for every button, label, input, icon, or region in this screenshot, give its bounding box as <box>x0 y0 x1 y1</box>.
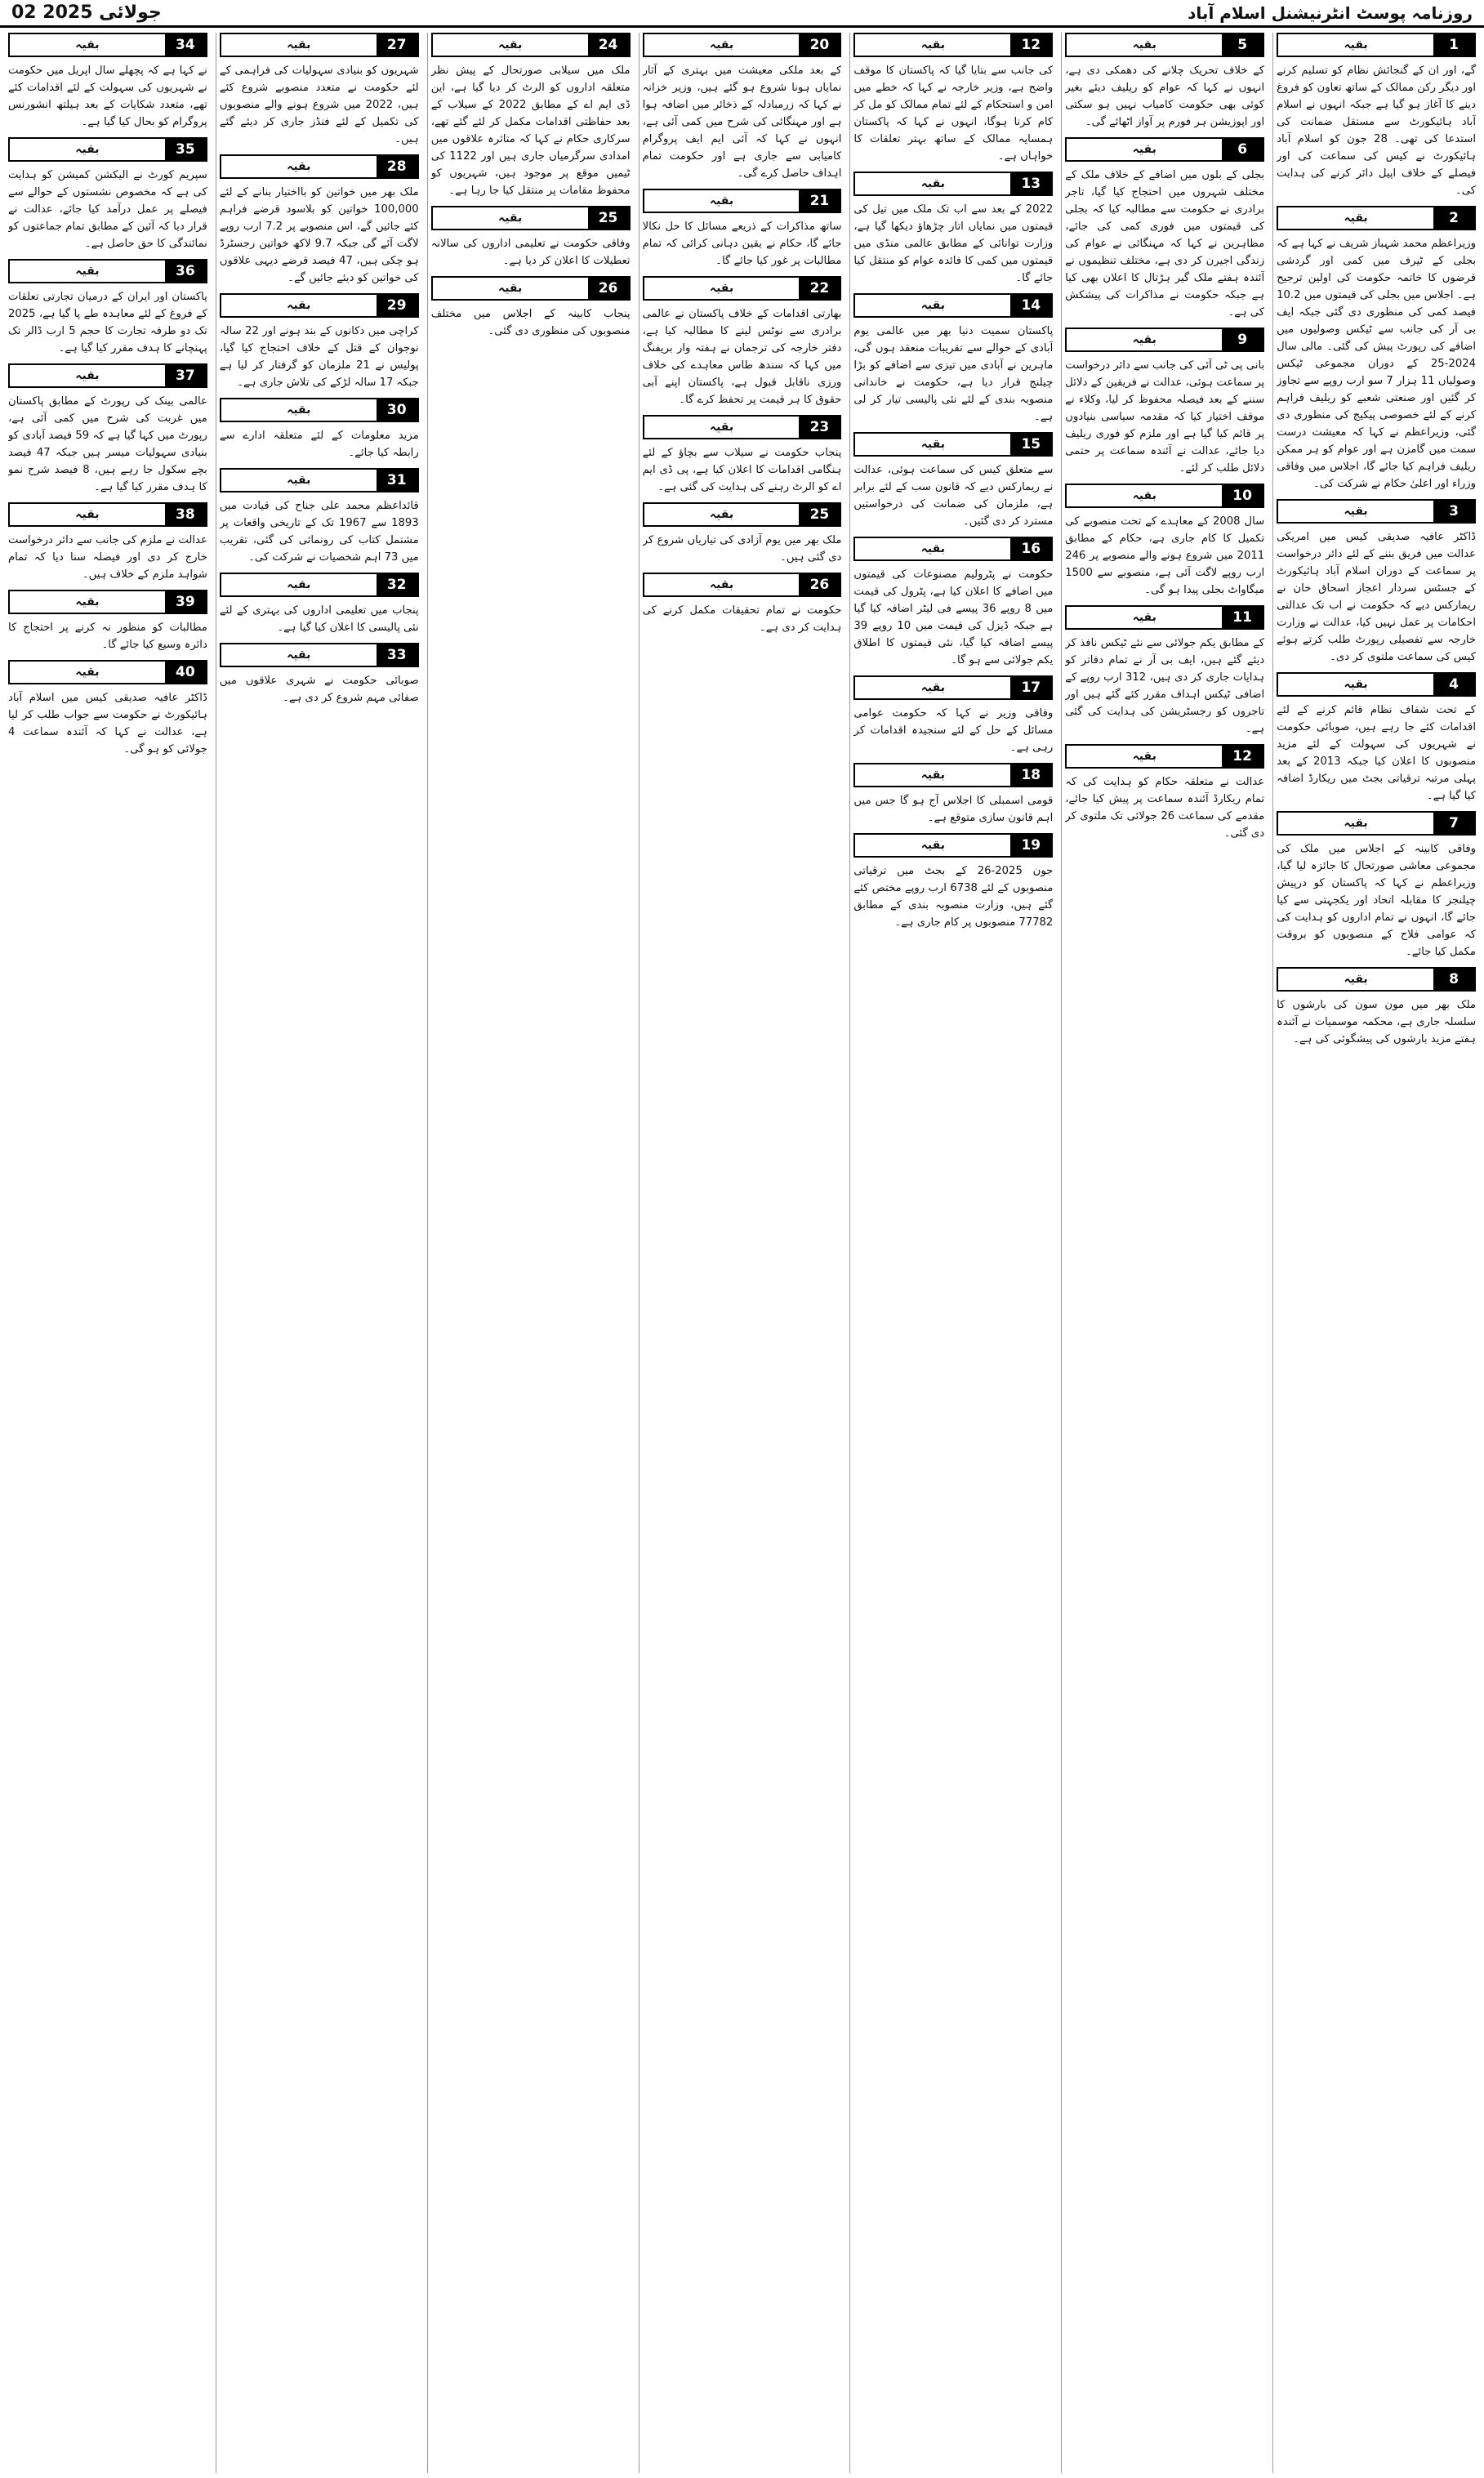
newspaper-page <box>5 33 1479 2473</box>
story <box>643 33 842 182</box>
story <box>220 468 419 566</box>
story <box>853 537 1053 669</box>
story-header <box>8 363 207 388</box>
story-header <box>220 643 419 667</box>
story-number: 25 <box>588 207 629 229</box>
story-text: سپریم کورٹ نے الیکشن کمیشن کو ہدایت کی ہے کہ مخصوص نشستوں کے حوالے سے فیصلے پر عمل درآمد کیا جائے، عدالت نے قرار دیا کہ آئین کے مطابق تمام جماعتوں کو نمائندگی کا حق حاصل ہے۔ <box>7 169 207 250</box>
column <box>427 33 634 2473</box>
story-header <box>1277 206 1476 230</box>
story-text: پنجاب کابینہ کے اجلاس میں مختلف منصوبوں کی منظوری دی گئی۔ <box>430 308 631 337</box>
column <box>1272 33 1479 2473</box>
story-number: 11 <box>1222 607 1263 628</box>
story <box>853 293 1053 426</box>
section-label: بقیہ <box>1132 333 1156 346</box>
story-text: گے، اور ان کے گنجائش نظام کو تسلیم کرنے اور دیگر رکن ممالک کے ساتھ تعاون کو فروغ دینے کا آغاز ہو گیا ہے جبکہ انہوں نے اسلام آباد ہائیکورٹ سے مستقل ضمانت کی استدعا کی تھی۔ 28 جون کو اسلام آباد ہائیکورٹ نے کیس کی سماعت کی اور فیصلے کے خلاف اپیل دائر کرنے کی ہدایت کی۔ <box>1277 65 1476 197</box>
section-label: بقیہ <box>709 508 734 521</box>
story-text: کے تحت شفاف نظام قائم کرنے کے لئے اقدامات کئے جا رہے ہیں، صوبائی حکومت نے شہریوں کی سہولت کے لئے مزید منصوبوں کا اعلان کیا جبکہ 2013 کے بعد پہلی مرتبہ ترقیاتی بجٹ میں ریکارڈ اضافہ کیا گیا ہے۔ <box>1277 704 1476 802</box>
story-number: 30 <box>377 399 417 421</box>
section-label: بقیہ <box>287 299 311 312</box>
story <box>643 189 842 270</box>
section-label: بقیہ <box>920 681 945 694</box>
story-number: 3 <box>1433 501 1474 522</box>
story <box>1065 744 1264 842</box>
story-header <box>853 172 1053 196</box>
column <box>849 33 1056 2473</box>
story-number: 25 <box>799 504 840 525</box>
story <box>431 33 631 199</box>
story-number: 8 <box>1433 969 1474 990</box>
story <box>431 276 631 340</box>
story <box>643 276 842 408</box>
story <box>1277 33 1476 199</box>
story <box>8 590 207 653</box>
story-header <box>853 33 1053 57</box>
story-text: پاکستان سمیت دنیا بھر میں عالمی یوم آبادی کے حوالے سے تقریبات منعقد ہوں گی، ماہرین نے آبادی میں تیزی سے اضافے کو بڑا چیلنج قرار دیا ہے، حکومت نے خاندانی منصوبہ بندی کے لئے نئی پالیسی تیار کر لی ہے۔ <box>853 325 1054 423</box>
story-text: کے بعد ملکی معیشت میں بہتری کے آثار نمایاں ہونا شروع ہو گئے ہیں، وزیر خزانہ نے کہا کہ زرمبادلہ کے ذخائر میں اضافہ ہوا ہے اور مہنگائی کی شرح میں کمی آئی ہے، انہوں نے کہا کہ آئی ایم ایف پروگرام کامیابی سے جاری ہے اور حکومت تمام اہداف حاصل کرے گی۔ <box>642 65 842 180</box>
story-header <box>643 189 842 213</box>
story <box>8 502 207 583</box>
story-number: 23 <box>799 417 840 438</box>
section-label: بقیہ <box>75 143 100 156</box>
story-text: عدالت نے متعلقہ حکام کو ہدایت کی کہ تمام ریکارڈ آئندہ سماعت پر پیش کیا جائے، مقدمے کی سماعت 26 جولائی تک ملتوی کر دی گئی۔ <box>1065 776 1265 840</box>
story-number: 13 <box>1010 173 1051 194</box>
section-label: بقیہ <box>1344 212 1368 225</box>
section-label: بقیہ <box>920 38 945 51</box>
story-header <box>1065 137 1264 162</box>
story-text: ڈاکٹر عافیہ صدیقی کیس میں امریکی عدالت میں فریق بننے کے لئے دائر درخواست پر سماعت کے دوران اسلام آباد ہائیکورٹ کے جسٹس سردار اعجاز اسحاق خان نے ریمارکس دیے کہ حکومت نے اب تک عدالتی احکامات پر عمل نہیں کیا، عدالت نے وزارت خارجہ سے تفصیلی رپورٹ طلب کرتے ہوئے کیس کی سماعت ملتوی کر دی۔ <box>1277 531 1476 663</box>
story-number: 12 <box>1010 34 1051 56</box>
story-number: 35 <box>165 139 206 160</box>
story-number: 2 <box>1433 207 1474 229</box>
section-label: بقیہ <box>709 578 734 591</box>
story-number: 40 <box>165 662 206 683</box>
story-header <box>220 573 419 597</box>
story-text: مطالبات کو منظور نہ کرنے پر احتجاج کا دائرہ وسیع کیا جائے گا۔ <box>7 622 207 651</box>
story-header <box>643 276 842 301</box>
story-number: 17 <box>1010 677 1051 698</box>
section-label: بقیہ <box>498 282 523 295</box>
section-label: بقیہ <box>1344 817 1368 830</box>
story-text: ملک بھر میں خواتین کو بااختیار بنانے کے لئے 100,000 خواتین کو بلاسود قرضے فراہم کئے جائیں گے، اس منصوبے پر 7.2 ارب روپے لاگت آئے گی جبکہ 9.7 لاکھ خواتین رجسٹرڈ ہو چکی ہیں، 47 فیصد قرضے دیہی علاقوں کی خواتین کو دیئے جائیں گے۔ <box>219 186 419 284</box>
story-text: بھارتی اقدامات کے خلاف پاکستان نے عالمی برادری سے نوٹس لینے کا مطالبہ کیا ہے، دفتر خارجہ کی ترجمان نے ہفتہ وار بریفنگ میں کہا کہ سندھ طاس معاہدے کی خلاف ورزی ناقابل قبول ہے، پاکستان اپنے آبی حقوق کا ہر قیمت پر تحفظ کرے گا۔ <box>642 308 842 406</box>
story-text: قائداعظم محمد علی جناح کی قیادت میں 1893 سے 1967 تک کے تاریخی واقعات پر مشتمل کتاب کی رونمائی کی گئی، تقریب میں 73 اہم شخصیات نے شرکت کی۔ <box>219 500 419 564</box>
story-header <box>431 33 631 57</box>
story-header <box>853 537 1053 561</box>
story-header <box>1065 328 1264 352</box>
story-text: کراچی میں دکانوں کے بند ہونے اور 22 سالہ نوجوان کے قتل کے خلاف احتجاج کیا گیا، پولیس نے 21 ملزمان کو گرفتار کر لیا ہے جبکہ 17 سالہ لڑکے کی تلاش جاری ہے۔ <box>219 325 419 389</box>
story <box>1277 967 1476 1048</box>
story-header <box>1277 967 1476 992</box>
section-label: بقیہ <box>1132 143 1156 156</box>
story-number: 1 <box>1433 34 1474 56</box>
story-header <box>220 33 419 57</box>
story <box>643 502 842 566</box>
story-text: 2022 کے بعد سے اب تک ملک میں تیل کی قیمتوں میں نمایاں اتار چڑھاؤ دیکھا گیا ہے، وزارت توانائی کے مطابق عالمی منڈی میں قیمتوں میں کمی کا فائدہ عوام کو منتقل کیا جائے گا۔ <box>853 203 1054 284</box>
story-number: 19 <box>1010 835 1051 856</box>
story <box>8 137 207 252</box>
story-header <box>1065 33 1264 57</box>
story-number: 18 <box>1010 764 1051 786</box>
story <box>8 660 207 758</box>
story-header <box>643 415 842 439</box>
story-header <box>643 33 842 57</box>
story <box>220 573 419 636</box>
story <box>643 573 842 636</box>
story <box>1065 33 1264 131</box>
story-number: 4 <box>1433 674 1474 695</box>
section-label: بقیہ <box>287 403 311 417</box>
paper-name: روزنامہ پوسٹ انٹرنیشنل اسلام آباد <box>1188 2 1473 23</box>
section-label: بقیہ <box>1132 38 1156 51</box>
section-label: بقیہ <box>920 177 945 190</box>
section-label: بقیہ <box>920 839 945 852</box>
story-text: وفاقی وزیر نے کہا کہ حکومت عوامی مسائل کے حل کے لئے سنجیدہ اقدامات کر رہی ہے۔ <box>853 707 1054 754</box>
story-text: بانی پی ٹی آئی کی جانب سے دائر درخواست پر سماعت ہوئی، عدالت نے فریقین کے دلائل سننے کے بعد فیصلہ محفوظ کر لیا، وکلاء نے موقف اختیار کیا کہ مقدمہ سیاسی بنیادوں پر قائم کیا گیا ہے اور ملزم کو فوری ریلیف دیا جائے، عدالت نے آئندہ سماعت پر حتمی دلائل طلب کر لئے۔ <box>1065 359 1265 475</box>
section-label: بقیہ <box>1344 973 1368 986</box>
story-number: 15 <box>1010 434 1051 455</box>
story-number: 5 <box>1222 34 1263 56</box>
section-label: بقیہ <box>709 38 734 51</box>
story-number: 29 <box>377 295 417 316</box>
story <box>1277 811 1476 960</box>
story <box>853 675 1053 756</box>
story-text: نے کہا ہے کہ پچھلے سال اپریل میں حکومت نے شہریوں کی سہولت کے لئے اقدامات کئے تھے، متعدد شکایات کے بعد ہیلتھ انشورنس پروگرام کو بحال کیا گیا ہے۔ <box>7 65 207 128</box>
story-text: جون 2025-26 کے بجٹ میں ترقیاتی منصوبوں کے لئے 6738 ارب روپے مختص کئے گئے ہیں، وزارت منصوبہ بندی کے مطابق 77782 منصوبوں پر کام جاری ہے۔ <box>853 865 1054 929</box>
section-label: بقیہ <box>75 38 100 51</box>
story <box>1065 137 1264 321</box>
story-number: 37 <box>165 365 206 386</box>
story-header <box>1277 672 1476 697</box>
story-number: 31 <box>377 470 417 491</box>
story-number: 9 <box>1222 329 1263 350</box>
story <box>220 398 419 461</box>
story-header <box>220 293 419 318</box>
story-header <box>431 276 631 301</box>
story-number: 33 <box>377 644 417 666</box>
story-header <box>220 398 419 422</box>
story-number: 20 <box>799 34 840 56</box>
section-label: بقیہ <box>1344 505 1368 518</box>
column <box>5 33 211 2473</box>
story <box>8 33 207 131</box>
section-label: بقیہ <box>1344 678 1368 691</box>
story <box>431 206 631 270</box>
story-header <box>853 833 1053 858</box>
story-number: 24 <box>588 34 629 56</box>
story-text: ملک بھر میں مون سون کی بارشوں کا سلسلہ جاری ہے، محکمہ موسمیات نے آئندہ ہفتے مزید بارشوں کی پیشگوئی کی ہے۔ <box>1277 999 1476 1045</box>
story-text: ساتھ مذاکرات کے ذریعے مسائل کا حل نکالا جائے گا، حکام نے یقین دہانی کرائی کہ تمام مطالبات پر غور کیا جائے گا۔ <box>642 221 842 267</box>
story <box>220 643 419 706</box>
story-header <box>1065 744 1264 769</box>
story-number: 39 <box>165 591 206 613</box>
story <box>853 172 1053 287</box>
story <box>1277 206 1476 492</box>
section-label: بقیہ <box>75 595 100 608</box>
story-text: کے خلاف تحریک چلانے کی دھمکی دی ہے، انہوں نے کہا کہ عوام کو ریلیف دیئے بغیر کوئی بھی حکومت کامیاب نہیں ہو سکتی اور اپوزیشن ہر فورم پر آواز اٹھائے گی۔ <box>1065 65 1265 128</box>
section-label: بقیہ <box>75 666 100 679</box>
story-header <box>643 502 842 527</box>
story-text: ڈاکٹر عافیہ صدیقی کیس میں اسلام آباد ہائیکورٹ نے حکومت سے جواب طلب کر لیا ہے، عدالت نے کہا کہ آئندہ سماعت 4 جولائی کو ہو گی۔ <box>7 692 207 755</box>
column <box>639 33 845 2473</box>
story-text: ملک میں سیلابی صورتحال کے پیش نظر متعلقہ اداروں کو الرٹ کر دیا گیا ہے، این ڈی ایم اے کے مطابق 2022 کے سیلاب کے بعد حفاظتی اقدامات مکمل کر لئے گئے تھے، سرکاری حکام نے کہا کہ متاثرہ علاقوں میں امدادی سرگرمیاں جاری ہیں اور 1122 کی ٹیمیں موقع پر موجود ہیں، شہریوں کو محفوظ مقامات پر منتقل کیا جا رہا ہے۔ <box>430 65 631 197</box>
story <box>220 33 419 148</box>
section-label: بقیہ <box>709 282 734 295</box>
story <box>1065 328 1264 477</box>
story-text: قومی اسمبلی کا اجلاس آج ہو گا جس میں اہم قانون سازی متوقع ہے۔ <box>853 795 1054 824</box>
story <box>1065 484 1264 599</box>
story-text: وزیراعظم محمد شہباز شریف نے کہا ہے کہ بجلی کے ٹیرف میں کمی اور گردشی قرضوں کا خاتمہ حکومت کی اولین ترجیح ہے۔ اجلاس میں بجلی کی قیمتوں میں 10.2 فیصد کمی کی منظوری دی گئی جبکہ ایف بی آر کی جانب سے ٹیکس وصولیوں میں اضافے کی رپورٹ پیش کی گئی۔ مالی سال 2024-25 کے دوران مجموعی ٹیکس وصولیاں 11 ہزار 7 سو ارب روپے سے تجاوز کر گئیں اور صنعتی شعبے کو ریلیف فراہم کرنے کے لئے خصوصی پیکیج کی منظوری دی گئی، وزیراعظم نے کہا کہ معیشت درست سمت میں گامزن ہے اور عوام کو ہر ممکن ریلیف فراہم کیا جائے گا، اجلاس میں وفاقی وزراء اور اعلیٰ حکام نے شرکت کی۔ <box>1277 238 1476 490</box>
story-text: وفاقی کابینہ کے اجلاس میں ملک کی مجموعی معاشی صورتحال کا جائزہ لیا گیا، وزیراعظم نے کہا کہ پاکستان کو درپیش چیلنجز کا مقابلہ اتحاد اور یکجہتی سے کیا جائے گا، انہوں نے تمام اداروں کو ہدایت کی کہ عوامی فلاح کے منصوبوں کو بروقت مکمل کیا جائے۔ <box>1277 843 1476 958</box>
story-header <box>1065 605 1264 630</box>
story <box>220 154 419 287</box>
story-number: 12 <box>1222 746 1263 767</box>
story-text: کے مطابق یکم جولائی سے نئے ٹیکس نافذ کر دیئے گئے ہیں، ایف بی آر نے تمام دفاتر کو ہدایات جاری کر دی ہیں، 312 ارب روپے کے اضافی ٹیکس اہداف مقرر کئے گئے ہیں اور تاجروں کو رجسٹریشن کی ہدایت کی گئی ہے۔ <box>1065 637 1265 735</box>
story-header <box>220 468 419 492</box>
story-number: 26 <box>588 278 629 299</box>
masthead <box>0 0 1484 28</box>
story-text: پنجاب حکومت نے سیلاب سے بچاؤ کے لئے ہنگامی اقدامات کا اعلان کیا ہے، پی ڈی ایم اے کو الرٹ رہنے کی ہدایت کی گئی ہے۔ <box>642 447 842 493</box>
section-label: بقیہ <box>75 508 100 521</box>
story <box>1277 499 1476 666</box>
story-header <box>853 432 1053 457</box>
story-header <box>1277 499 1476 524</box>
story-header <box>8 660 207 684</box>
story-number: 21 <box>799 190 840 212</box>
story <box>853 432 1053 530</box>
story-header <box>8 259 207 283</box>
section-label: بقیہ <box>920 438 945 451</box>
section-label: بقیہ <box>287 38 311 51</box>
column <box>1061 33 1268 2473</box>
story-text: مزید معلومات کے لئے متعلقہ ادارے سے رابطہ کیا جائے۔ <box>219 430 419 459</box>
story-text: ملک بھر میں یوم آزادی کی تیاریاں شروع کر دی گئی ہیں۔ <box>642 534 842 564</box>
story <box>8 259 207 357</box>
story-text: عالمی بینک کی رپورٹ کے مطابق پاکستان میں غربت کی شرح میں کمی آئی ہے، رپورٹ میں کہا گیا ہے کہ 59 فیصد آبادی کو بنیادی سہولیات میسر ہیں جبکہ 47 فیصد بچے سکول جا رہے ہیں، 8 فیصد شرح نمو کا ہدف مقرر کیا گیا ہے۔ <box>7 395 207 493</box>
story-number: 27 <box>377 34 417 56</box>
section-label: بقیہ <box>287 160 311 173</box>
section-label: بقیہ <box>75 369 100 382</box>
story-text: حکومت نے تمام تحقیقات مکمل کرنے کی ہدایت کر دی ہے۔ <box>642 604 842 634</box>
story <box>643 415 842 496</box>
story-header <box>1277 33 1476 57</box>
story-number: 10 <box>1222 485 1263 506</box>
story-header <box>8 502 207 527</box>
section-label: بقیہ <box>920 299 945 312</box>
section-label: بقیہ <box>1344 38 1368 51</box>
story-header <box>8 137 207 162</box>
story-text: سال 2008 کے معاہدے کے تحت منصوبے کی تکمیل کا کام جاری ہے، حکام کے مطابق 2011 میں شروع ہونے والے منصوبے پر 246 ارب روپے لاگت آئی ہے، منصوبے سے 1500 میگاواٹ بجلی پیدا ہو گی۔ <box>1065 515 1265 596</box>
story <box>220 293 419 391</box>
story-text: صوبائی حکومت نے شہری علاقوں میں صفائی مہم شروع کر دی ہے۔ <box>219 675 419 704</box>
story-number: 7 <box>1433 813 1474 834</box>
issue-date: 02 جولائی 2025 <box>11 2 162 23</box>
story-header <box>853 293 1053 318</box>
story-text: سے متعلق کیس کی سماعت ہوئی، عدالت نے ریمارکس دیے کہ قانون سب کے لئے برابر ہے، ملزمان کی ضمانت کی درخواستیں مسترد کر دی گئیں۔ <box>853 464 1054 528</box>
story-header <box>220 154 419 179</box>
story-number: 38 <box>165 504 206 525</box>
section-label: بقیہ <box>287 578 311 591</box>
story-text: بجلی کے بلوں میں اضافے کے خلاف ملک کے مختلف شہروں میں احتجاج کیا گیا، تاجر برادری نے حکومت سے مطالبہ کیا کہ بجلی کی قیمتوں میں فوری کمی کی جائے، مظاہرین نے کہا کہ مہنگائی نے عوام کی زندگی اجیرن کر دی ہے، مختلف تنظیموں نے آئندہ ہفتے ملک گیر ہڑتال کا اعلان بھی کیا ہے جبکہ حکومت نے مذاکرات کی پیشکش کی ہے۔ <box>1065 169 1265 319</box>
story-header <box>8 590 207 614</box>
story-text: عدالت نے ملزم کی جانب سے دائر درخواست خارج کر دی اور فیصلہ سنا دیا کہ تمام شواہد ملزم کے خلاف ہیں۔ <box>7 534 207 581</box>
story-header <box>1065 484 1264 508</box>
section-label: بقیہ <box>287 648 311 662</box>
section-label: بقیہ <box>920 542 945 555</box>
section-label: بقیہ <box>709 194 734 207</box>
story-text: پنجاب میں تعلیمی اداروں کی بہتری کے لئے نئی پالیسی کا اعلان کیا گیا ہے۔ <box>219 604 419 634</box>
section-label: بقیہ <box>75 265 100 278</box>
story-number: 36 <box>165 261 206 282</box>
story <box>8 363 207 496</box>
section-label: بقیہ <box>920 769 945 782</box>
story-header <box>431 206 631 230</box>
story-header <box>853 675 1053 700</box>
story-number: 26 <box>799 574 840 595</box>
section-label: بقیہ <box>709 421 734 434</box>
story-text: شہریوں کو بنیادی سہولیات کی فراہمی کے لئے حکومت نے متعدد منصوبے شروع کئے ہیں، 2022 میں شروع ہونے والے منصوبوں کی تکمیل کے لئے فنڈز جاری کر دیئے گئے ہیں۔ <box>219 65 419 145</box>
story-header <box>1277 811 1476 836</box>
story-text: حکومت نے پٹرولیم مصنوعات کی قیمتوں میں اضافے کا اعلان کیا ہے، پٹرول کی قیمت میں 8 روپے 36 پیسے فی لیٹر اضافہ کیا گیا ہے جبکہ ڈیزل کی قیمت میں 10 روپے 39 پیسے اضافہ کیا گیا، نئی قیمتوں کا اطلاق یکم جولائی سے ہو گا۔ <box>853 568 1054 666</box>
story-number: 32 <box>377 574 417 595</box>
story-text: پاکستان اور ایران کے درمیان تجارتی تعلقات کے فروغ کے لئے معاہدہ طے پا گیا ہے، 2025 تک دو طرفہ تجارت کا حجم 5 ارب ڈالر تک پہنچانے کا ہدف مقرر کیا گیا ہے۔ <box>7 291 207 354</box>
story <box>1277 672 1476 804</box>
story-header <box>643 573 842 597</box>
story-text: وفاقی حکومت نے تعلیمی اداروں کی سالانہ تعطیلات کا اعلان کر دیا ہے۔ <box>430 238 631 267</box>
section-label: بقیہ <box>1132 750 1156 763</box>
story <box>1065 605 1264 738</box>
story-number: 28 <box>377 156 417 177</box>
section-label: بقیہ <box>1132 489 1156 502</box>
story-number: 16 <box>1010 538 1051 559</box>
story <box>853 33 1053 165</box>
story-number: 14 <box>1010 295 1051 316</box>
story-text: کی جانب سے بتایا گیا کہ پاکستان کا موقف واضح ہے، وزیر خارجہ نے کہا کہ خطے میں امن و استحکام کے لئے تمام ممالک کو مل کر کام کرنا ہوگا، انہوں نے کہا کہ پاکستان ہمسایہ ممالک کے ساتھ بہتر تعلقات کا خواہاں ہے۔ <box>853 65 1054 163</box>
story-header <box>853 763 1053 787</box>
story <box>853 763 1053 827</box>
section-label: بقیہ <box>1132 611 1156 624</box>
story-number: 22 <box>799 278 840 299</box>
story-number: 34 <box>165 34 206 56</box>
story-header <box>8 33 207 57</box>
story-number: 6 <box>1222 139 1263 160</box>
section-label: بقیہ <box>498 212 523 225</box>
column <box>216 33 422 2473</box>
story <box>853 833 1053 931</box>
section-label: بقیہ <box>498 38 523 51</box>
section-label: بقیہ <box>287 474 311 487</box>
